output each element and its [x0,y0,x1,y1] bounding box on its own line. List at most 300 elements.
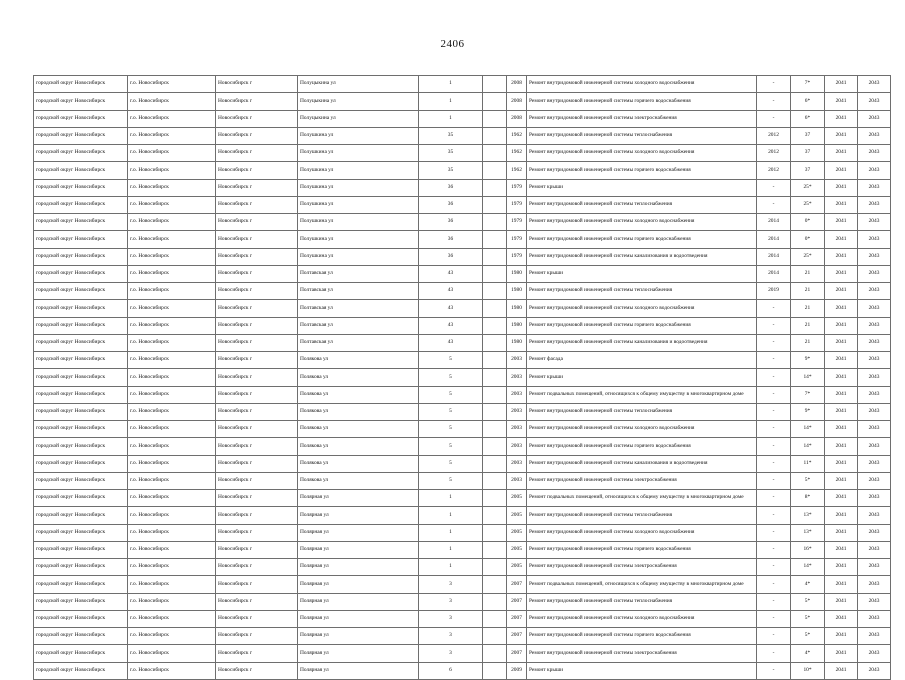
year-built-cell: 2003 [507,369,527,386]
street-cell: Полушкина ул [298,214,419,231]
district-cell: г.о. Новосибирск [128,455,216,472]
district-cell: г.о. Новосибирск [128,265,216,282]
plan-end-cell: 2043 [858,386,891,403]
plan-start-cell: 2041 [825,300,858,317]
municipality-cell: городской округ Новосибирск [34,507,128,524]
locality-cell: Новосибирск г [216,127,298,144]
table-row [34,369,891,386]
last-repair-year-cell: - [757,472,791,489]
work-type-cell: Ремонт крыши [527,369,757,386]
last-repair-year-cell: - [757,369,791,386]
locality-cell: Новосибирск г [216,76,298,93]
municipality-cell: городской округ Новосибирск [34,196,128,213]
locality-cell: Новосибирск г [216,593,298,610]
building-cell [483,93,507,110]
building-cell [483,507,507,524]
year-built-cell: 2008 [507,110,527,127]
work-type-cell: Ремонт внутридомовой инженерной системы горячего водоснабжения [527,438,757,455]
district-cell: г.о. Новосибирск [128,214,216,231]
table-row [34,317,891,334]
street-cell: Полякова ул [298,438,419,455]
plan-start-cell: 2041 [825,610,858,627]
house-number-cell: 43 [419,300,483,317]
plan-end-cell: 2043 [858,214,891,231]
municipality-cell: городской округ Новосибирск [34,610,128,627]
wear-percent-cell: 9* [791,403,825,420]
table-row [34,421,891,438]
wear-percent-cell: 37 [791,162,825,179]
plan-end-cell: 2043 [858,662,891,679]
street-cell: Полярная ул [298,524,419,541]
district-cell: г.о. Новосибирск [128,110,216,127]
plan-end-cell: 2043 [858,283,891,300]
plan-start-cell: 2041 [825,472,858,489]
plan-start-cell: 2041 [825,352,858,369]
district-cell: г.о. Новосибирск [128,196,216,213]
year-built-cell: 1980 [507,265,527,282]
building-cell [483,455,507,472]
table-row [34,127,891,144]
plan-start-cell: 2041 [825,179,858,196]
plan-start-cell: 2041 [825,628,858,645]
locality-cell: Новосибирск г [216,541,298,558]
plan-end-cell: 2043 [858,403,891,420]
locality-cell: Новосибирск г [216,386,298,403]
locality-cell: Новосибирск г [216,93,298,110]
street-cell: Полушкина ул [298,145,419,162]
table-row [34,93,891,110]
year-built-cell: 2003 [507,386,527,403]
last-repair-year-cell: - [757,300,791,317]
wear-percent-cell: 6* [791,93,825,110]
table-row [34,214,891,231]
building-cell [483,386,507,403]
last-repair-year-cell: - [757,610,791,627]
wear-percent-cell: 9* [791,352,825,369]
plan-start-cell: 2041 [825,93,858,110]
municipality-cell: городской округ Новосибирск [34,93,128,110]
wear-percent-cell: 25* [791,196,825,213]
plan-end-cell: 2043 [858,455,891,472]
wear-percent-cell: 21 [791,283,825,300]
street-cell: Полярная ул [298,541,419,558]
plan-start-cell: 2041 [825,576,858,593]
table-row [34,455,891,472]
last-repair-year-cell: 2014 [757,265,791,282]
wear-percent-cell: 25* [791,248,825,265]
building-cell [483,145,507,162]
locality-cell: Новосибирск г [216,645,298,662]
last-repair-year-cell: 2012 [757,145,791,162]
work-type-cell: Ремонт внутридомовой инженерной системы горячего водоснабжения [527,628,757,645]
plan-end-cell: 2043 [858,576,891,593]
work-type-cell: Ремонт внутридомовой инженерной системы теплоснабжения [527,127,757,144]
district-cell: г.о. Новосибирск [128,76,216,93]
street-cell: Полякова ул [298,369,419,386]
building-cell [483,593,507,610]
plan-start-cell: 2041 [825,214,858,231]
locality-cell: Новосибирск г [216,472,298,489]
last-repair-year-cell: - [757,403,791,420]
table-row [34,541,891,558]
municipality-cell: городской округ Новосибирск [34,386,128,403]
street-cell: Полярная ул [298,490,419,507]
year-built-cell: 2005 [507,541,527,558]
table-row [34,628,891,645]
street-cell: Полякова ул [298,352,419,369]
year-built-cell: 2008 [507,93,527,110]
plan-end-cell: 2043 [858,438,891,455]
house-number-cell: 1 [419,507,483,524]
wear-percent-cell: 14* [791,421,825,438]
plan-start-cell: 2041 [825,369,858,386]
wear-percent-cell: 13* [791,507,825,524]
building-cell [483,283,507,300]
last-repair-year-cell: - [757,352,791,369]
municipality-cell: городской округ Новосибирск [34,110,128,127]
plan-start-cell: 2041 [825,248,858,265]
municipality-cell: городской округ Новосибирск [34,369,128,386]
house-number-cell: 35 [419,162,483,179]
work-type-cell: Ремонт внутридомовой инженерной системы горячего водоснабжения [527,541,757,558]
locality-cell: Новосибирск г [216,248,298,265]
table-row [34,179,891,196]
house-number-cell: 3 [419,628,483,645]
last-repair-year-cell: - [757,524,791,541]
wear-percent-cell: 10* [791,662,825,679]
house-number-cell: 43 [419,265,483,282]
plan-start-cell: 2041 [825,593,858,610]
wear-percent-cell: 8* [791,490,825,507]
municipality-cell: городской округ Новосибирск [34,472,128,489]
table-row [34,300,891,317]
house-number-cell: 1 [419,93,483,110]
district-cell: г.о. Новосибирск [128,524,216,541]
street-cell: Полярная ул [298,576,419,593]
plan-end-cell: 2043 [858,524,891,541]
plan-end-cell: 2043 [858,593,891,610]
wear-percent-cell: 5* [791,610,825,627]
street-cell: Полушкина ул [298,196,419,213]
building-cell [483,369,507,386]
street-cell: Полярная ул [298,610,419,627]
table-row [34,162,891,179]
street-cell: Полтавская ул [298,317,419,334]
year-built-cell: 2007 [507,628,527,645]
locality-cell: Новосибирск г [216,576,298,593]
municipality-cell: городской округ Новосибирск [34,162,128,179]
wear-percent-cell: 21 [791,334,825,351]
district-cell: г.о. Новосибирск [128,162,216,179]
wear-percent-cell: 25* [791,179,825,196]
municipality-cell: городской округ Новосибирск [34,317,128,334]
table-row [34,576,891,593]
municipality-cell: городской округ Новосибирск [34,645,128,662]
district-cell: г.о. Новосибирск [128,283,216,300]
locality-cell: Новосибирск г [216,300,298,317]
district-cell: г.о. Новосибирск [128,507,216,524]
district-cell: г.о. Новосибирск [128,403,216,420]
district-cell: г.о. Новосибирск [128,593,216,610]
work-type-cell: Ремонт внутридомовой инженерной системы теплоснабжения [527,403,757,420]
year-built-cell: 2007 [507,610,527,627]
plan-end-cell: 2043 [858,541,891,558]
house-number-cell: 43 [419,334,483,351]
building-cell [483,76,507,93]
street-cell: Полякова ул [298,455,419,472]
year-built-cell: 2008 [507,76,527,93]
district-cell: г.о. Новосибирск [128,628,216,645]
wear-percent-cell: 21 [791,317,825,334]
municipality-cell: городской округ Новосибирск [34,628,128,645]
plan-end-cell: 2043 [858,369,891,386]
district-cell: г.о. Новосибирск [128,93,216,110]
wear-percent-cell: 5* [791,472,825,489]
year-built-cell: 1979 [507,214,527,231]
municipality-cell: городской округ Новосибирск [34,283,128,300]
table-row [34,403,891,420]
last-repair-year-cell: - [757,662,791,679]
locality-cell: Новосибирск г [216,403,298,420]
locality-cell: Новосибирск г [216,369,298,386]
plan-start-cell: 2041 [825,283,858,300]
last-repair-year-cell: - [757,576,791,593]
work-type-cell: Ремонт внутридомовой инженерной системы электроснабжения [527,559,757,576]
plan-end-cell: 2043 [858,76,891,93]
year-built-cell: 1980 [507,334,527,351]
work-type-cell: Ремонт внутридомовой инженерной системы горячего водоснабжения [527,93,757,110]
year-built-cell: 2007 [507,645,527,662]
last-repair-year-cell: - [757,179,791,196]
page-number: 2406 [440,38,465,50]
work-type-cell: Ремонт внутридомовой инженерной системы канализования и водоотведения [527,248,757,265]
wear-percent-cell: 11* [791,455,825,472]
district-cell: г.о. Новосибирск [128,179,216,196]
last-repair-year-cell: - [757,455,791,472]
year-built-cell: 1962 [507,162,527,179]
last-repair-year-cell: - [757,541,791,558]
year-built-cell: 1980 [507,283,527,300]
municipality-cell: городской округ Новосибирск [34,248,128,265]
plan-start-cell: 2041 [825,162,858,179]
plan-start-cell: 2041 [825,455,858,472]
municipality-cell: городской округ Новосибирск [34,593,128,610]
work-type-cell: Ремонт крыши [527,265,757,282]
street-cell: Полушкина ул [298,248,419,265]
district-cell: г.о. Новосибирск [128,231,216,248]
work-type-cell: Ремонт внутридомовой инженерной системы горячего водоснабжения [527,162,757,179]
locality-cell: Новосибирск г [216,283,298,300]
street-cell: Полярная ул [298,559,419,576]
wear-percent-cell: 7* [791,386,825,403]
district-cell: г.о. Новосибирск [128,127,216,144]
work-type-cell: Ремонт внутридомовой инженерной системы электроснабжения [527,645,757,662]
work-type-cell: Ремонт внутридомовой инженерной системы холодного водоснабжения [527,214,757,231]
repair-registry-table [33,75,891,680]
house-number-cell: 43 [419,317,483,334]
municipality-cell: городской округ Новосибирск [34,438,128,455]
street-cell: Полушкина ул [298,179,419,196]
municipality-cell: городской округ Новосибирск [34,490,128,507]
district-cell: г.о. Новосибирск [128,386,216,403]
plan-end-cell: 2043 [858,231,891,248]
table-row [34,593,891,610]
building-cell [483,265,507,282]
table-row [34,472,891,489]
building-cell [483,127,507,144]
work-type-cell: Ремонт внутридомовой инженерной системы канализования и водоотведения [527,455,757,472]
district-cell: г.о. Новосибирск [128,576,216,593]
plan-end-cell: 2043 [858,145,891,162]
year-built-cell: 2005 [507,524,527,541]
plan-start-cell: 2041 [825,662,858,679]
building-cell [483,490,507,507]
last-repair-year-cell: - [757,507,791,524]
building-cell [483,214,507,231]
wear-percent-cell: 37 [791,145,825,162]
work-type-cell: Ремонт подвальных помещений, относящихся к общему имуществу в многоквартирном доме [527,386,757,403]
wear-percent-cell: 14* [791,559,825,576]
work-type-cell: Ремонт крыши [527,662,757,679]
locality-cell: Новосибирск г [216,352,298,369]
building-cell [483,403,507,420]
building-cell [483,162,507,179]
district-cell: г.о. Новосибирск [128,300,216,317]
plan-start-cell: 2041 [825,110,858,127]
table-row [34,76,891,93]
house-number-cell: 6 [419,662,483,679]
building-cell [483,610,507,627]
last-repair-year-cell: 2012 [757,127,791,144]
wear-percent-cell: 13* [791,524,825,541]
plan-start-cell: 2041 [825,559,858,576]
wear-percent-cell: 7* [791,76,825,93]
plan-start-cell: 2041 [825,645,858,662]
district-cell: г.о. Новосибирск [128,248,216,265]
wear-percent-cell: 14* [791,369,825,386]
plan-start-cell: 2041 [825,421,858,438]
municipality-cell: городской округ Новосибирск [34,179,128,196]
street-cell: Полякова ул [298,386,419,403]
plan-start-cell: 2041 [825,524,858,541]
locality-cell: Новосибирск г [216,110,298,127]
year-built-cell: 2003 [507,421,527,438]
table-row [34,524,891,541]
building-cell [483,576,507,593]
year-built-cell: 1980 [507,317,527,334]
building-cell [483,179,507,196]
house-number-cell: 1 [419,110,483,127]
building-cell [483,541,507,558]
building-cell [483,524,507,541]
plan-end-cell: 2043 [858,490,891,507]
building-cell [483,472,507,489]
plan-start-cell: 2041 [825,438,858,455]
last-repair-year-cell: - [757,645,791,662]
wear-percent-cell: 14* [791,438,825,455]
house-number-cell: 1 [419,524,483,541]
street-cell: Полярная ул [298,628,419,645]
plan-start-cell: 2041 [825,231,858,248]
municipality-cell: городской округ Новосибирск [34,231,128,248]
plan-end-cell: 2043 [858,472,891,489]
table-row [34,265,891,282]
last-repair-year-cell: - [757,110,791,127]
street-cell: Полярная ул [298,662,419,679]
plan-start-cell: 2041 [825,127,858,144]
locality-cell: Новосибирск г [216,507,298,524]
year-built-cell: 2003 [507,455,527,472]
last-repair-year-cell: - [757,317,791,334]
work-type-cell: Ремонт внутридомовой инженерной системы холодного водоснабжения [527,610,757,627]
house-number-cell: 36 [419,231,483,248]
street-cell: Полярная ул [298,593,419,610]
house-number-cell: 5 [419,421,483,438]
last-repair-year-cell: - [757,93,791,110]
plan-start-cell: 2041 [825,541,858,558]
district-cell: г.о. Новосибирск [128,145,216,162]
street-cell: Полтавская ул [298,265,419,282]
house-number-cell: 1 [419,490,483,507]
municipality-cell: городской округ Новосибирск [34,214,128,231]
locality-cell: Новосибирск г [216,524,298,541]
street-cell: Полушкина ул [298,231,419,248]
plan-start-cell: 2041 [825,317,858,334]
plan-end-cell: 2043 [858,196,891,213]
house-number-cell: 5 [419,403,483,420]
municipality-cell: городской округ Новосибирск [34,662,128,679]
last-repair-year-cell: - [757,196,791,213]
year-built-cell: 1979 [507,248,527,265]
year-built-cell: 2007 [507,593,527,610]
last-repair-year-cell: 2014 [757,231,791,248]
table-row [34,283,891,300]
work-type-cell: Ремонт внутридомовой инженерной системы электроснабжения [527,472,757,489]
building-cell [483,248,507,265]
house-number-cell: 5 [419,455,483,472]
year-built-cell: 2003 [507,438,527,455]
house-number-cell: 5 [419,438,483,455]
house-number-cell: 1 [419,559,483,576]
plan-end-cell: 2043 [858,317,891,334]
year-built-cell: 2005 [507,490,527,507]
street-cell: Полуцыкина ул [298,93,419,110]
wear-percent-cell: 4* [791,645,825,662]
plan-end-cell: 2043 [858,179,891,196]
plan-end-cell: 2043 [858,93,891,110]
house-number-cell: 1 [419,541,483,558]
work-type-cell: Ремонт внутридомовой инженерной системы теплоснабжения [527,507,757,524]
last-repair-year-cell: - [757,386,791,403]
district-cell: г.о. Новосибирск [128,541,216,558]
locality-cell: Новосибирск г [216,334,298,351]
work-type-cell: Ремонт подвальных помещений, относящихся к общему имуществу в многоквартирном доме [527,490,757,507]
building-cell [483,662,507,679]
district-cell: г.о. Новосибирск [128,490,216,507]
last-repair-year-cell: - [757,421,791,438]
street-cell: Полярная ул [298,645,419,662]
municipality-cell: городской округ Новосибирск [34,334,128,351]
house-number-cell: 5 [419,369,483,386]
street-cell: Полтавская ул [298,334,419,351]
work-type-cell: Ремонт внутридомовой инженерной системы теплоснабжения [527,283,757,300]
year-built-cell: 2003 [507,472,527,489]
wear-percent-cell: 0* [791,214,825,231]
work-type-cell: Ремонт внутридомовой инженерной системы теплоснабжения [527,593,757,610]
street-cell: Полякова ул [298,403,419,420]
table-row [34,610,891,627]
year-built-cell: 2009 [507,662,527,679]
